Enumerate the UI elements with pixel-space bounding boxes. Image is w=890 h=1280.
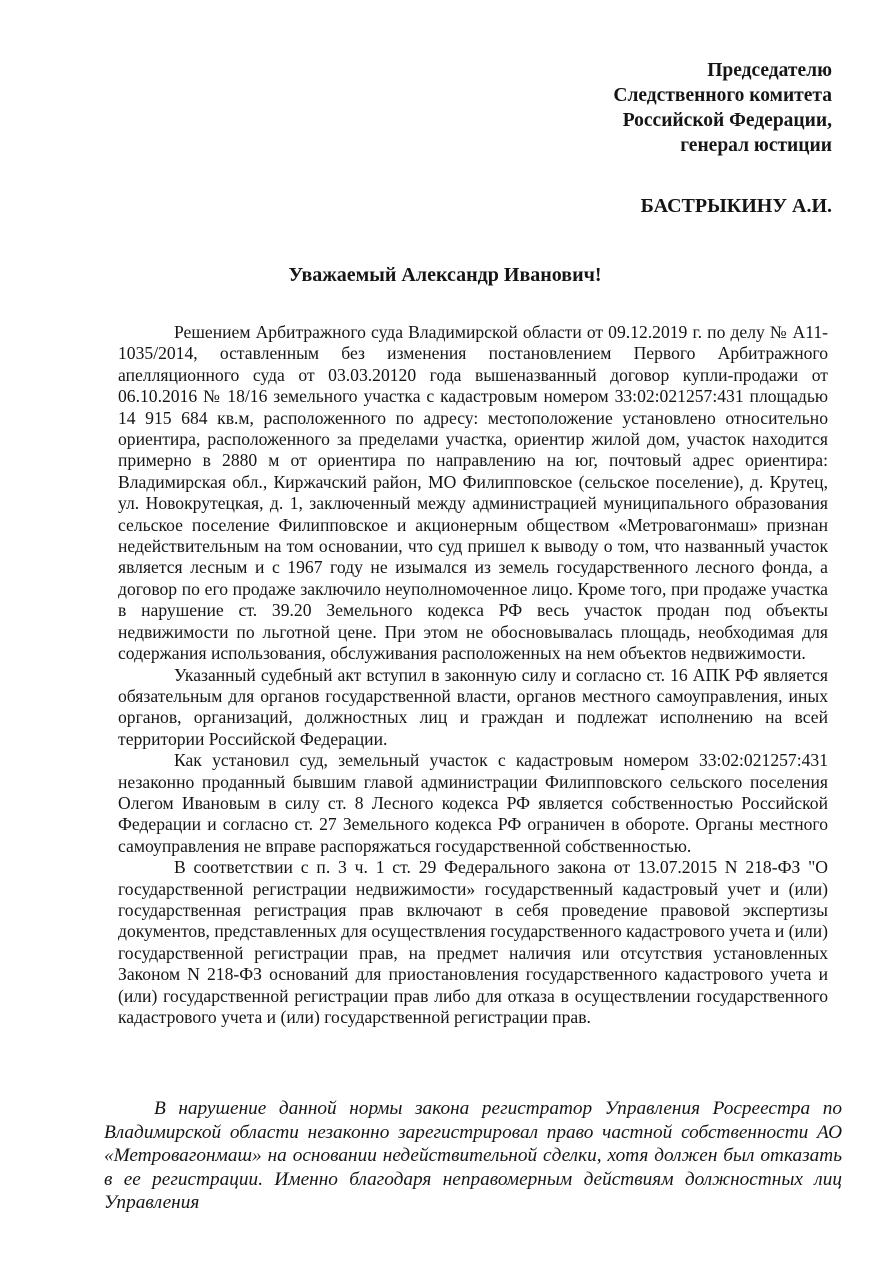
addressee-block: [613, 58, 832, 158]
addressee-name: БАСТРЫКИНУ А.И.: [640, 195, 832, 217]
body-paragraph: Как установил суд, земельный участок с кадастровым номером 33:02:021257:431 незаконно проданный бывшим главой администрации Филипповского сельского поселения Олегом Ивановым в силу ст. 8 Лесного кодекса РФ является собственностью Российской Федерации и согласно ст. 27 Земельного кодекса РФ ограничен в обороте. Органы местного самоуправления не вправе распоряжаться государственной собственностью.: [118, 750, 828, 856]
body-paragraph: Указанный судебный акт вступил в законную силу и согласно ст. 16 АПК РФ является обязательным для органов государственной власти, органов местного самоуправления, иных органов, организаций, должностных лиц и граждан и подлежат исполнению на всей территории Российской Федерации.: [118, 664, 828, 749]
addressee-line: Российской Федерации,: [622, 110, 832, 131]
addressee-line: генерал юстиции: [680, 135, 832, 156]
letter-body: [118, 322, 828, 1028]
body-paragraph: В соответствии с п. 3 ч. 1 ст. 29 Федерального закона от 13.07.2015 N 218-ФЗ "О государственной регистрации недвижимости» государственный кадастровый учет и (или) государственная регистрация прав включают в себя проведение правовой экспертизы документов, представленных для осуществления государственного кадастрового учета и (или) государственной регистрации прав, на предмет наличия или отсутствия установленных Законом N 218-ФЗ оснований для приостановления государственного кадастрового учета и (или) государственной регистрации прав либо для отказа в осуществлении государственного кадастрового учета и (или) государственной регистрации прав.: [118, 857, 828, 1027]
body-paragraph: Решением Арбитражного суда Владимирской области от 09.12.2019 г. по делу № А11-1035/2014, оставленным без изменения постановлением Первого Арбитражного апелляционного суда от 03.03.20120 года вышеназванный договор купли-продажи от 06.10.2016 № 18/16 земельного участка с кадастровым номером 33:02:021257:431 площадью 14 915 684 кв.м, расположенного по адресу: местоположение установлено относительно ориентира, расположенного за пределами участка, ориентир жилой дом, участок находится примерно в 2880 м от ориентира по направлению на юг, почтовый адрес ориентира: Владимирская обл., Киржачский район, МО Филипповское (сельское поселение), д. Крутец, ул. Новокрутецкая, д. 1, заключенный между администрацией муниципального образования сельское поселение Филипповское и акционерным обществом «Метровагонмаш» признан недействительным на том основании, что суд пришел к выводу о том, что названный участок является лесным и с 1967 году не изымался из земель государственного лесного фонда, а договор по его продаже заключило неуполномоченное лицо. Кроме того, при продаже участка в нарушение ст. 39.20 Земельного кодекса РФ весь участок продан под объекты недвижимости по льготной цене. При этом не обосновывалась площадь, необходимая для содержания использования, обслуживания расположенных на нем объектов недвижимости.: [118, 322, 828, 664]
greeting: Уважаемый Александр Иванович!: [288, 264, 602, 286]
final-paragraph: В нарушение данной нормы закона регистратор Управления Росреестра по Владимирской области незаконно зарегистрировал право частной собственности АО «Метровагонмаш» на основании недействительной сделки, хотя должен был отказать в ее регистрации. Именно благодаря неправомерным действиям должностных лиц Управления: [104, 1098, 842, 1213]
addressee-line: Председателю: [707, 60, 832, 81]
addressee-line: Следственного комитета: [613, 85, 832, 106]
